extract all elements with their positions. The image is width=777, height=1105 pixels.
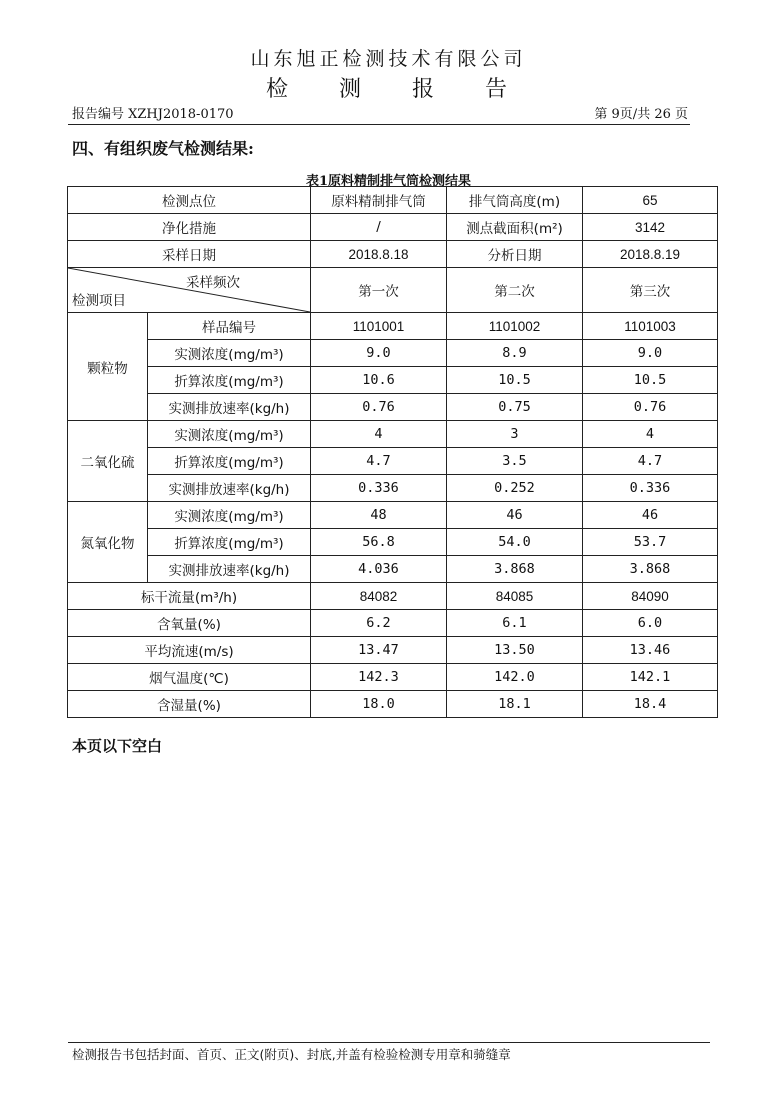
cell-value: 13.46: [583, 637, 718, 664]
cell-value: 0.336: [583, 475, 718, 502]
row-label: 折算浓度(mg/m³): [148, 529, 311, 556]
footer-note: 检测报告书包括封面、首页、正文(附页)、封底,并盖有检验检测专用章和骑缝章: [72, 1047, 511, 1062]
cell-value: 3.868: [447, 556, 583, 583]
row-label: 样品编号: [148, 313, 311, 340]
row-label: 实测浓度(mg/m³): [148, 421, 311, 448]
cell-value: 54.0: [447, 529, 583, 556]
cell-value: 10.5: [583, 367, 718, 394]
cell-value: 3: [447, 421, 583, 448]
run-header: 第二次: [447, 268, 583, 313]
table-row: [68, 367, 718, 394]
footer-divider: [68, 1042, 710, 1043]
diagonal-top-label: 采样频次: [186, 275, 240, 291]
table-row: [68, 448, 718, 475]
cell-value: 13.50: [447, 637, 583, 664]
group-name: 颗粒物: [68, 313, 148, 421]
page-indicator: 第 9页/共 26 页: [594, 107, 688, 122]
row-label: 折算浓度(mg/m³): [148, 367, 311, 394]
cell-value: 3.5: [447, 448, 583, 475]
cell-value: 0.76: [583, 394, 718, 421]
cell-value: 0.76: [311, 394, 447, 421]
row-label: 平均流速(m/s): [68, 637, 311, 664]
table-header-row: [68, 268, 718, 313]
table-row: [68, 187, 718, 214]
info-value: 2018.8.18: [311, 241, 447, 268]
cell-value: 84090: [583, 583, 718, 610]
cell-value: 10.6: [311, 367, 447, 394]
table-row: [68, 340, 718, 367]
header-divider: [68, 124, 690, 125]
cell-value: 4.7: [583, 448, 718, 475]
row-label: 实测排放速率(kg/h): [148, 556, 311, 583]
info-value: 原料精制排气筒: [311, 187, 447, 214]
cell-value: 1101001: [311, 313, 447, 340]
cell-value: 4: [311, 421, 447, 448]
row-label: 标干流量(m³/h): [68, 583, 311, 610]
info-value: 3142: [583, 214, 718, 241]
info-label: 净化措施: [68, 214, 311, 241]
cell-value: 4.7: [311, 448, 447, 475]
group-name: 氮氧化物: [68, 502, 148, 583]
cell-value: 6.0: [583, 610, 718, 637]
table-row: [68, 214, 718, 241]
row-label: 含氧量(%): [68, 610, 311, 637]
cell-value: 4: [583, 421, 718, 448]
info-label: 测点截面积(m²): [447, 214, 583, 241]
report-meta-row: [68, 103, 690, 123]
row-label: 含湿量(%): [68, 691, 311, 718]
cell-value: 0.336: [311, 475, 447, 502]
cell-value: 0.252: [447, 475, 583, 502]
cell-value: 53.7: [583, 529, 718, 556]
table-row: [68, 664, 718, 691]
cell-value: 46: [447, 502, 583, 529]
report-number: 报告编号 XZHJ2018-0170: [72, 107, 234, 122]
cell-value: 4.036: [311, 556, 447, 583]
cell-value: 56.8: [311, 529, 447, 556]
diagonal-bottom-label: 检测项目: [72, 293, 126, 309]
info-label: 分析日期: [447, 241, 583, 268]
table-row: [68, 583, 718, 610]
info-label: 检测点位: [68, 187, 311, 214]
cell-value: 13.47: [311, 637, 447, 664]
row-label: 实测浓度(mg/m³): [148, 340, 311, 367]
report-title: 检 测 报 告: [266, 77, 529, 102]
info-value: /: [311, 214, 447, 241]
cell-value: 10.5: [447, 367, 583, 394]
run-header: 第一次: [311, 268, 447, 313]
row-label: 实测排放速率(kg/h): [148, 394, 311, 421]
section-title: 四、有组织废气检测结果:: [72, 139, 254, 158]
cell-value: 142.3: [311, 664, 447, 691]
cell-value: 9.0: [311, 340, 447, 367]
cell-value: 18.0: [311, 691, 447, 718]
cell-value: 6.1: [447, 610, 583, 637]
row-label: 折算浓度(mg/m³): [148, 448, 311, 475]
diagonal-header-cell: [68, 268, 311, 313]
cell-value: 9.0: [583, 340, 718, 367]
cell-value: 3.868: [583, 556, 718, 583]
table-row: [68, 610, 718, 637]
results-table: [67, 186, 718, 718]
info-label: 采样日期: [68, 241, 311, 268]
cell-value: 6.2: [311, 610, 447, 637]
run-header: 第三次: [583, 268, 718, 313]
table-row: [68, 313, 718, 340]
cell-value: 48: [311, 502, 447, 529]
group-name: 二氧化硫: [68, 421, 148, 502]
table-row: [68, 529, 718, 556]
table-row: [68, 475, 718, 502]
cell-value: 142.0: [447, 664, 583, 691]
row-label: 实测排放速率(kg/h): [148, 475, 311, 502]
table-row: [68, 556, 718, 583]
row-label: 烟气温度(℃): [68, 664, 311, 691]
cell-value: 1101002: [447, 313, 583, 340]
cell-value: 8.9: [447, 340, 583, 367]
info-label: 排气筒高度(m): [447, 187, 583, 214]
table-row: [68, 241, 718, 268]
company-name: 山东旭正检测技术有限公司: [250, 48, 527, 70]
cell-value: 46: [583, 502, 718, 529]
row-label: 实测浓度(mg/m³): [148, 502, 311, 529]
info-value: 65: [583, 187, 718, 214]
table-row: [68, 637, 718, 664]
cell-value: 84085: [447, 583, 583, 610]
table-row: [68, 421, 718, 448]
cell-value: 18.1: [447, 691, 583, 718]
cell-value: 84082: [311, 583, 447, 610]
cell-value: 18.4: [583, 691, 718, 718]
info-value: 2018.8.19: [583, 241, 718, 268]
table-row: [68, 502, 718, 529]
table-caption: 表1原料精制排气筒检测结果: [305, 174, 472, 189]
cell-value: 142.1: [583, 664, 718, 691]
table-row: [68, 394, 718, 421]
cell-value: 1101003: [583, 313, 718, 340]
table-row: [68, 691, 718, 718]
blank-page-note: 本页以下空白: [72, 737, 163, 755]
cell-value: 0.75: [447, 394, 583, 421]
